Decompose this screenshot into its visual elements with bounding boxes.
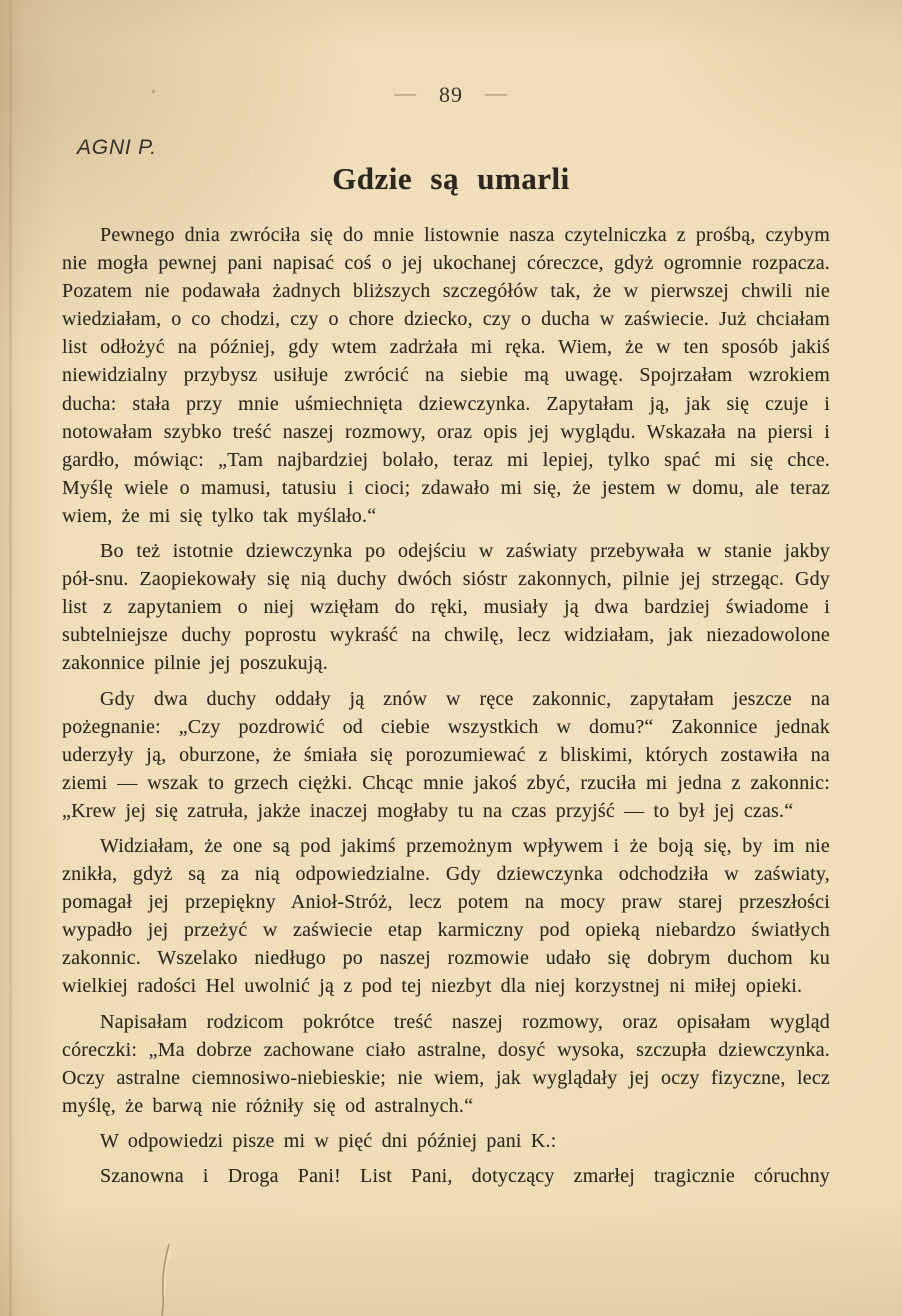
page-number-dash-right: —	[485, 80, 508, 105]
article-title: Gdzie są umarli	[332, 161, 570, 196]
paragraph: W odpowiedzi pisze mi w pięć dni później pani K.:	[100, 1129, 557, 1152]
paper-fold-shadow	[9, 0, 12, 1316]
paragraph: Pewnego dnia zwróciła się do mnie listownie nasza czytelniczka z prośbą, czybym nie mogła pewnej pani napisać coś o jej ukochanej córeczce, gdyż ogromnie rozpacza. Pozatem nie podawała żadnych bliższych szczegółów tak, że w pierwszej chwili nie wiedziałam, o co chodzi, czy o chore dziecko, czy o ducha w zaświecie. Już chciałam list odłożyć na później, gdy wtem zadrżała mi ręka. Wiem, że w ten sposób jakiś niewidzialny przybysz usiłuje zwrócić na siebie mą uwagę. Spojrzałam wzrokiem ducha: stała przy mnie uśmiechnięta dziewczynka. Zapytałam ją, jak się czuje i notowałam szybko treść naszej rozmowy, oraz opis jej wyglądu. Wskazała na piersi i gardło, mówiąc: „Tam najbardziej bolało, teraz mi lepiej, tylko spać mi się chce. Myślę wiele o mamusi, tatusiu i cioci; zdawało mi się, że jestem w domu, ale teraz wiem, że mi się tylko tak myślało.“	[62, 224, 830, 527]
article-body	[62, 221, 830, 1197]
paragraph: Widziałam, że one są pod jakimś przemożnym wpływem i że boją się, by im nie znikła, gdyż są za nią odpowiedzialne. Gdy dziewczynka odchodziła w zaświaty, pomagał jej przepiękny Anioł-Stróż, lecz potem na mocy praw starej przeszłości wypadło jej przeżyć w zaświecie etap karmiczny pod opieką niebardzo światłych zakonnic. Wszelako niedługo po naszej rozmowie udało się dobrym duchom ku wielkiej radości Hel uwolnić ją z pod tej niezbyt dla niej korzystnej ni miłej opieki.	[62, 834, 830, 998]
page-number	[0, 82, 902, 108]
paragraph: Napisałam rodzicom pokrótce treść naszej rozmowy, oraz opisałam wygląd córeczki: „Ma dobrze zachowane ciało astralne, dosyć wysoka, szczupła dziewczynka. Oczy astralne ciemnosiwo-niebieskie; nie wiem, jak wyglądały jej oczy fizyczne, lecz myślę, że barwą nie różniły się od astralnych.“	[62, 1010, 830, 1117]
author-byline: AGNI P.	[77, 136, 157, 159]
page-number-value: 89	[439, 82, 463, 107]
paragraph: Bo też istotnie dziewczynka po odejściu w zaświaty przebywała w stanie jakby pół-snu. Zaopiekowały się nią duchy dwóch sióstr zakonnych, pilnie jej strzegąc. Gdy list z zapytaniem o niej wzięłam do ręki, musiały ją dwa bardziej świadome i subtelniejsze duchy poprostu wykraść na chwilę, lecz widziałam, jak niezadowolone zakonnice pilnie jej poszukują.	[62, 540, 830, 675]
paragraph: Gdy dwa duchy oddały ją znów w ręce zakonnic, zapytałam jeszcze na pożegnanie: „Czy pozdrowić od ciebie wszystkich w domu?“ Zakonnice jednak uderzyły ją, oburzone, że śmiała się porozumiewać z bliskimi, których zostawiła na ziemi — wszak to grzech ciężki. Chcąc mnie jakoś zbyć, rzuciła mi jedna z zakonnic: „Krew jej się zatruła, jakże inaczej mogłaby tu na czas przyjść — to był jej czas.“	[62, 687, 830, 822]
paragraph: Szanowna i Droga Pani! List Pani, dotyczący zmarłej tragicznie córuchny	[100, 1165, 830, 1187]
page-number-dash-left: —	[394, 80, 417, 105]
